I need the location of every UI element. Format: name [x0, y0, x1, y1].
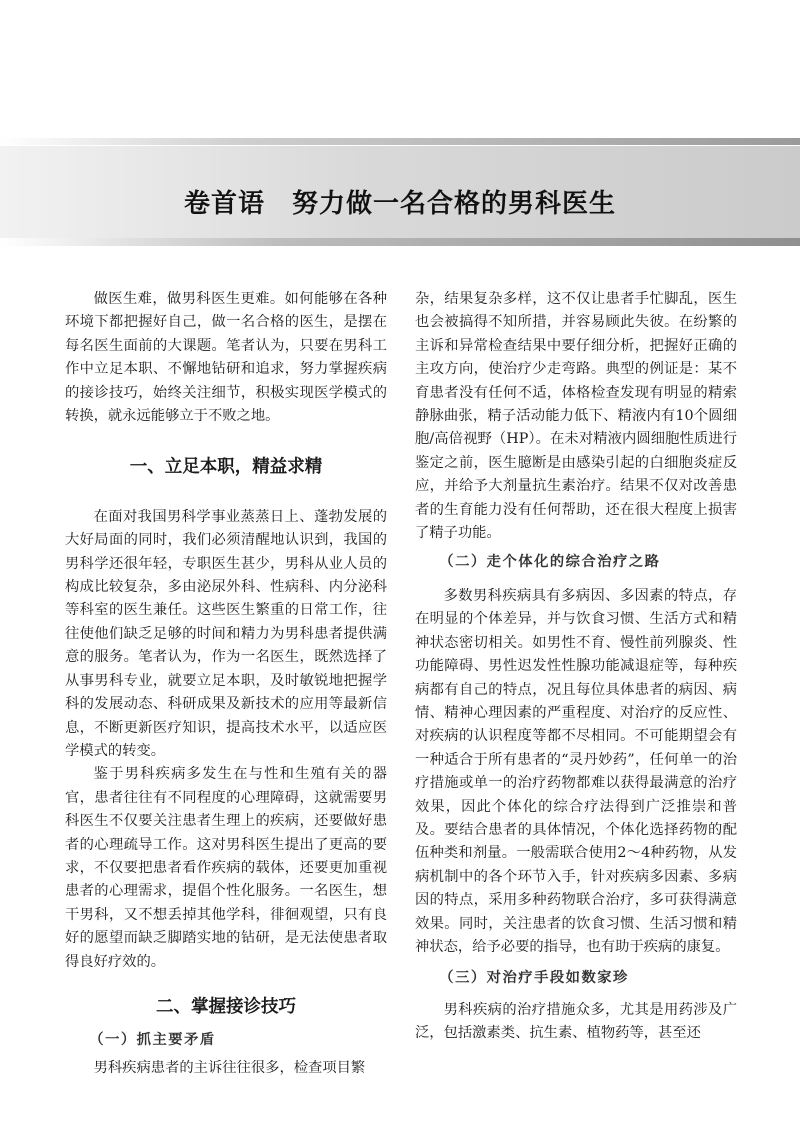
left-column: [65, 288, 387, 1080]
subsection3-paragraph: 男科疾病的治疗措施众多，尤其是用药涉及广泛，包括激素类、抗生素、植物药等，甚至还: [415, 1001, 737, 1042]
section1-paragraph-1: 在面对我国男科学事业蒸蒸日上、蓬勃发展的大好局面的同时，我们必须清醒地认识到，我国的男科学还很年轻，专职医生甚少，男科从业人员的构成比较复杂，多由泌尿外科、性病科、内分泌科等科室的医生兼任。这些医生繁重的日常工作，往往使他们缺乏足够的时间和精力为男科患者提供满意的服务。笔者认为，作为一名医生，既然选择了从事男科专业，就要立足本职，及时敏锐地把握学科的发展动态、科研成果及新技术的应用等最新信息，不断更新医疗知识，提高技术水平，以适应医学模式的转变。: [65, 508, 387, 759]
title-rule-bottom: [0, 238, 800, 246]
section2-heading: 二、掌握接诊技巧: [156, 996, 296, 1017]
subsection2-heading: （二）走个体化的综合治疗之路: [439, 554, 661, 571]
intro-paragraph: 做医生难，做男科医生更难。如何能够在各种环境下都把握好自己，做一名合格的医生，是摆在每名医生面前的大课题。笔者认为，只要在男科工作中立足本职、不懈地钻研和追求，努力掌握疾病的接诊技巧，始终关注细节，积极实现医学模式的转换，就永远能够立于不败之地。: [65, 291, 387, 425]
subsection2-paragraph: 多数男科疾病具有多病因、多因素的特点，存在明显的个体差异，并与饮食习惯、生活方式和精神状态密切相关。如男性不育、慢性前列腺炎、性功能障碍、男性迟发性性腺功能减退症等，每种疾病都有自己的特点，况且每位具体患者的病因、病情、精神心理因素的严重程度、对治疗的反应性、对疾病的认识程度等都不尽相同。不可能期望会有一种适合于所有患者的“灵丹妙药”，任何单一的治疗措施或单一的治疗药物都难以获得最满意的治疗效果，因此个体化的综合疗法得到广泛推崇和普及。要结合患者的具体情况，个体化选择药物的配伍种类和剂量。一般需联合使用2～4种药物，从发病机制中的各个环节入手，针对疾病多因素、多病因的特点，采用多种药物联合治疗，多可获得满意效果。同时，关注患者的饮食习惯、生活习惯和精神状态，给予必要的指导，也有助于疾病的康复。: [415, 587, 737, 955]
subsection1-heading: （一）抓主要矛盾: [89, 1032, 216, 1049]
right-column: [415, 288, 737, 1046]
subsection1-paragraph-continued: 杂，结果复杂多样，这不仅让患者手忙脚乱，医生也会被搞得不知所措，并容易顾此失彼。在纷繁的主诉和异常检查结果中要仔细分析，把握好正确的主攻方向，使治疗少走弯路。典型的例证是：某不育患者没有任何不适，体格检查发现有明显的精索静脉曲张，精子活动能力低下、精液内有10个圆细胞/高倍视野（HP）。在未对精液内圆细胞性质进行鉴定之前，医生臆断是由感染引起的白细胞炎症反应，并给予大剂量抗生素治疗。结果不仅对改善患者的生育能力没有任何帮助，还在很大程度上损害了精子功能。: [415, 291, 737, 542]
subsection3-heading: （三）对治疗手段如数家珍: [439, 970, 629, 987]
title-rule-top: [0, 138, 800, 145]
section1-heading: 一、立足本职，精益求精: [129, 457, 323, 478]
subsection1-paragraph: 男科疾病患者的主诉往往很多，检查项目繁: [93, 1059, 366, 1076]
section1-paragraph-2: 鉴于男科疾病多发生在与性和生殖有关的器官，患者往往有不同程度的心理障碍，这就需要男科医生不仅要关注患者生理上的疾病，还要做好患者的心理疏导工作。这对男科医生提出了更高的要求，不仅要把患者看作疾病的载体，还要更加重视患者的心理需求，提倡个性化服务。一名医生，想干男科，又不想丢掉其他学科，徘徊观望，只有良好的愿望而缺乏脚踏实地的钻研，是无法使患者取得良好疗效的。: [65, 766, 387, 970]
page-title: 卷首语 努力做一名合格的男科医生: [183, 189, 616, 220]
